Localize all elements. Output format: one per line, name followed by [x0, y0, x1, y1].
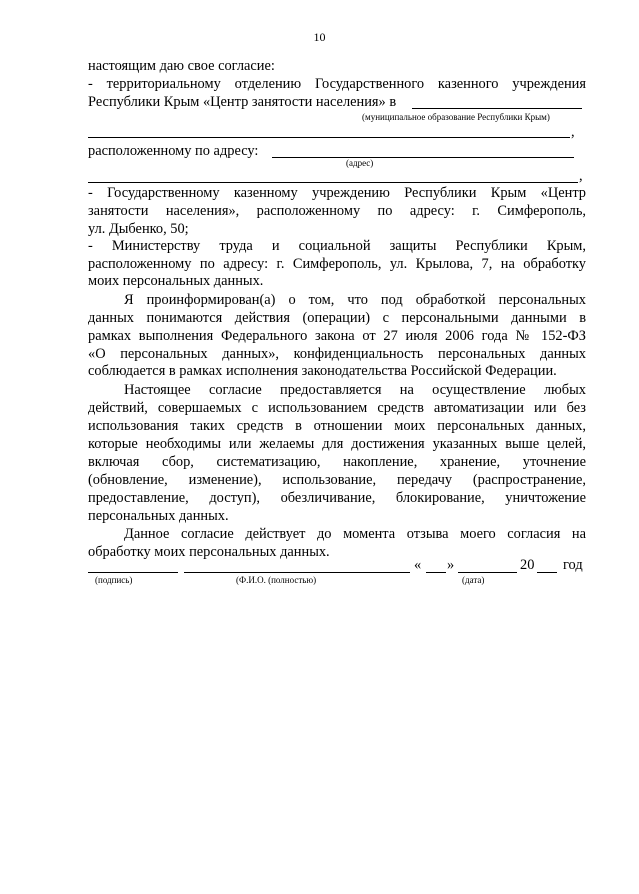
date-year-field[interactable]	[537, 572, 557, 573]
address-field[interactable]	[272, 157, 574, 158]
para1-line-4: «О персональных данных», конфиденциальность персональных данных	[88, 346, 586, 362]
municipality-field[interactable]	[412, 108, 582, 109]
date-year-suffix: год	[563, 557, 583, 573]
date-caption: (дата)	[462, 575, 485, 585]
gku-line-2: занятости населения», расположенному по адресу: г. Симферополь,	[88, 203, 586, 219]
signature-caption: (подпись)	[95, 575, 133, 585]
territorial-branch-line-1: - территориальному отделению Государственного казенного учреждения	[88, 76, 586, 92]
para2-line-3: использования таких средств в отношении моих персональных данных,	[88, 418, 586, 434]
address-continuation-field[interactable]	[88, 182, 578, 183]
para2-line-2: действий, совершаемых с использованием средств автоматизации или без	[88, 400, 586, 416]
para2-line-7: предоставление, доступ), обезличивание, блокирование, уничтожение	[88, 490, 586, 506]
intro-line: настоящим даю свое согласие:	[88, 58, 275, 74]
para2-line-4: которые необходимы или желаемы для достижения указанных выше целей,	[88, 436, 586, 452]
date-close-quote: »	[447, 557, 455, 573]
date-open-quote: «	[414, 557, 422, 573]
para2-line-8: персональных данных.	[88, 508, 229, 524]
para2-line-6: (обновление, изменение), использование, передачу (распространение,	[88, 472, 586, 488]
fio-field[interactable]	[184, 572, 410, 573]
para2-line-1: Настоящее согласие предоставляется на осуществление любых	[124, 382, 586, 398]
para1-line-3: рамках выполнения Федерального закона от 27 июля 2006 года № 152-ФЗ	[88, 328, 586, 344]
address-caption: (адрес)	[346, 158, 374, 168]
ministry-line-1: - Министерству труда и социальной защиты Республики Крым,	[88, 238, 586, 254]
municipality-caption: (муниципальное образование Республики Крым)	[362, 112, 550, 122]
signature-field[interactable]	[88, 572, 178, 573]
para1-line-1: Я проинформирован(а) о том, что под обработкой персональных	[124, 292, 586, 308]
gku-line-3: ул. Дыбенко, 50;	[88, 221, 189, 237]
para2-line-5: включая сбор, систематизацию, накопление, хранение, уточнение	[88, 454, 586, 470]
date-month-field[interactable]	[458, 572, 517, 573]
gku-line-1: - Государственному казенному учреждению Республики Крым «Центр	[88, 185, 586, 201]
comma-1: ,	[571, 124, 575, 140]
municipality-continuation-field[interactable]	[88, 137, 570, 138]
para3-line-2: обработку моих персональных данных.	[88, 544, 330, 560]
page-number: 10	[313, 30, 326, 44]
para3-line-1: Данное согласие действует до момента отзыва моего согласия на	[124, 526, 586, 542]
para1-line-2: данных понимаются действия (операции) с персональными данными в	[88, 310, 586, 326]
comma-2: ,	[579, 168, 583, 184]
date-year-prefix: 20	[520, 557, 535, 573]
para1-line-5: соблюдается в рамках исполнения законодательства Российской Федерации.	[88, 363, 557, 379]
date-day-field[interactable]	[426, 572, 446, 573]
fio-caption: (Ф.И.О. (полностью)	[236, 575, 317, 585]
ministry-line-3: моих персональных данных.	[88, 273, 264, 289]
ministry-line-2: расположенному по адресу: г. Симферополь, ул. Крылова, 7, на обработку	[88, 256, 586, 272]
address-label: расположенному по адресу:	[88, 143, 259, 159]
territorial-branch-line-2: Республики Крым «Центр занятости населения» в	[88, 94, 397, 110]
